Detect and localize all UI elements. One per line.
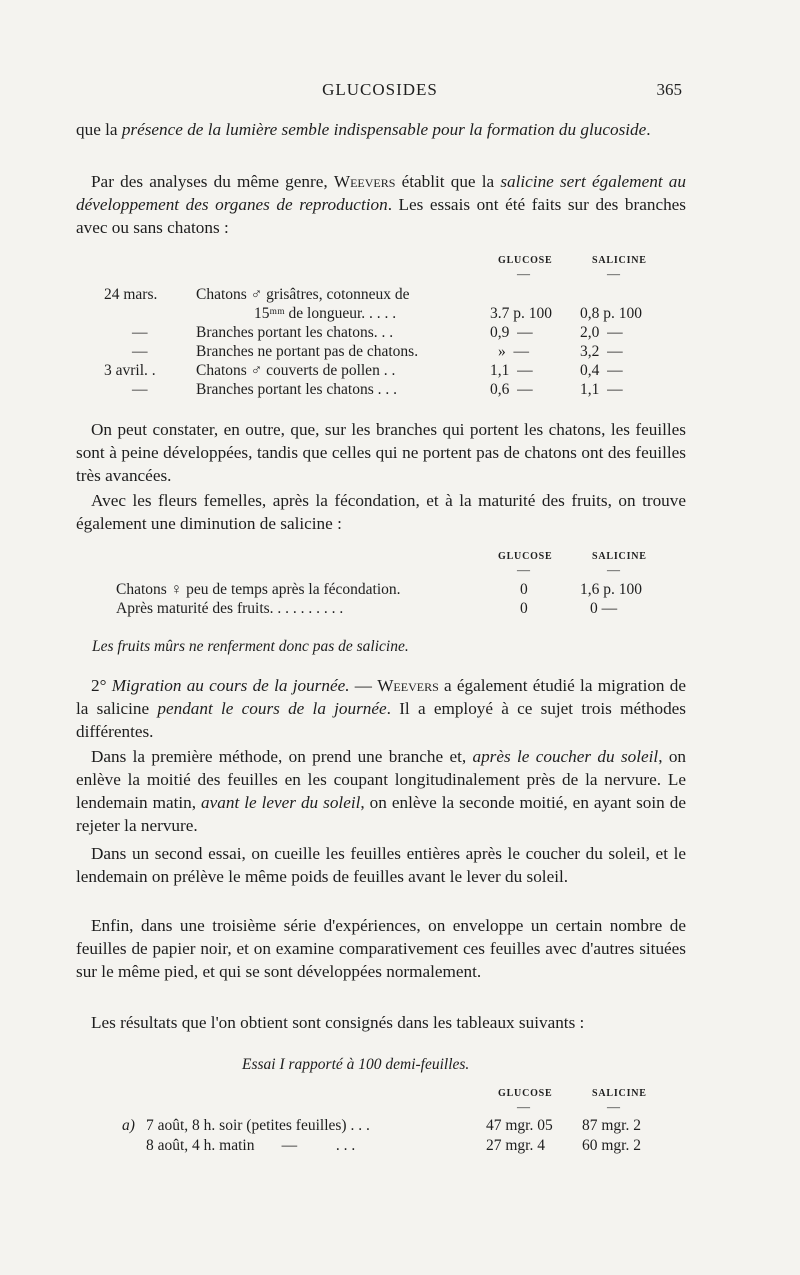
p2-text-e: . Les essais ont été faits sur des branches avec ou sans chatons : bbox=[76, 195, 686, 237]
p7-text: Dans un second essai, on cueille les feuilles entières après le coucher du soleil, et le lendemain on prélève le même poids de feuilles avant le lever du soleil. bbox=[76, 844, 686, 886]
table-row-desc: Chatons ♂ couverts de pollen . . bbox=[196, 362, 396, 379]
table-row-salicine: 2,0 — bbox=[580, 324, 623, 341]
table2-header-glucose: GLUCOSE bbox=[498, 551, 553, 562]
table-row-glucose: 0,6 — bbox=[490, 381, 533, 398]
table-row-desc: Branches ne portant pas de chatons. bbox=[196, 343, 419, 360]
table-row-date: 3 avril. . bbox=[104, 362, 156, 379]
table-row-desc: Chatons ♂ grisâtres, cotonneux de bbox=[196, 286, 410, 303]
table-row-desc: 8 août, 4 h. matin — . . . bbox=[146, 1137, 356, 1154]
p1-italic: présence de la lumière semble indispensable pour la formation du glucoside bbox=[121, 120, 647, 139]
table-row-glucose: 0,9 — bbox=[490, 324, 533, 341]
page-header bbox=[0, 80, 800, 106]
table-row-salicine: 1,6 p. 100 bbox=[580, 581, 642, 598]
table-row-glucose: 3.7 p. 100 bbox=[490, 305, 552, 322]
p2-text-a: Par des analyses du même genre, bbox=[91, 172, 334, 191]
table-row-salicine: 0,4 — bbox=[580, 362, 623, 379]
table-row-desc: Branches portant les chatons. . . bbox=[196, 324, 394, 341]
p6-text-a: Dans la première méthode, on prend une branche et, bbox=[91, 747, 473, 766]
table3-rule: — bbox=[517, 1099, 530, 1114]
p5-section-title: Migration au cours de la journée. bbox=[111, 676, 350, 695]
p5-text-c: — bbox=[349, 676, 378, 695]
table1-header-salicine: SALICINE bbox=[592, 255, 647, 266]
table1-rule: — bbox=[607, 266, 620, 281]
p6-text-e: , on enlève la seconde moitié, en ayant soin de rejeter la nervure. bbox=[76, 793, 686, 835]
table3-header-salicine: SALICINE bbox=[592, 1088, 647, 1099]
table-row-date: — bbox=[132, 343, 148, 360]
p1-text-a: que la bbox=[76, 120, 122, 139]
table-row-desc: Branches portant les chatons . . . bbox=[196, 381, 398, 398]
p6-italic-1: après le coucher du soleil bbox=[472, 747, 659, 766]
p5-text-g: . Il a employé à ce sujet trois méthodes différentes. bbox=[76, 699, 686, 741]
table-row-salicine: 1,1 — bbox=[580, 381, 623, 398]
p5-author: Weevers bbox=[377, 676, 439, 695]
p2-italic: salicine sert également au développement des organes de reproduction bbox=[76, 172, 686, 214]
table-row-date: 24 mars. bbox=[104, 286, 158, 303]
paragraph-5 bbox=[76, 674, 686, 743]
table-row-salicine: 3,2 — bbox=[580, 343, 623, 360]
paragraph-6 bbox=[76, 745, 686, 837]
p5-text-a: 2° bbox=[91, 676, 112, 695]
paragraph-8 bbox=[76, 914, 686, 983]
running-title: GLUCOSIDES bbox=[322, 80, 438, 99]
p4-text: Avec les fleurs femelles, après la fécondation, et à la maturité des fruits, on trouve également une diminution de salicine : bbox=[76, 491, 686, 533]
table-row-salicine: 87 mgr. 2 bbox=[582, 1117, 641, 1134]
table-row-desc: Après maturité des fruits. . . . . . . . . . bbox=[116, 600, 344, 617]
p3-text: On peut constater, en outre, que, sur les branches qui portent les chatons, les feuilles sont à peine développées, tandis que celles qui ne portent pas de chatons ont des feuilles très avancées. bbox=[76, 420, 686, 485]
paragraph-1 bbox=[76, 118, 686, 141]
p2-author: Weevers bbox=[333, 172, 396, 191]
table-row-salicine: 0 — bbox=[590, 600, 618, 617]
table1-header-glucose: GLUCOSE bbox=[498, 255, 553, 266]
paragraph-3 bbox=[76, 418, 686, 487]
table-row-label: a) bbox=[122, 1117, 135, 1134]
page-number: 365 bbox=[656, 80, 682, 99]
table-row-salicine: 0,8 p. 100 bbox=[580, 305, 642, 322]
p1-text-c: . bbox=[646, 120, 651, 139]
table3-rule: — bbox=[607, 1099, 620, 1114]
paragraph-4 bbox=[76, 489, 686, 535]
table3-header-glucose: GLUCOSE bbox=[498, 1088, 553, 1099]
p6-text-c: , on enlève la moitié des feuilles en les coupant longitudinalement près de la nervure. Le lendemain matin, bbox=[76, 747, 687, 812]
table-row-glucose: 1,1 — bbox=[490, 362, 533, 379]
table-row-date: — bbox=[132, 381, 148, 398]
table-row-desc: Chatons ♀ peu de temps après la fécondation. bbox=[116, 581, 401, 598]
p9-text: Les résultats que l'on obtient sont consignés dans les tableaux suivants : bbox=[91, 1013, 585, 1032]
table-row-glucose: 27 mgr. 4 bbox=[486, 1137, 545, 1154]
conclusion-italic: Les fruits mûrs ne renferment donc pas de salicine. bbox=[92, 638, 409, 655]
table-row-desc: 7 août, 8 h. soir (petites feuilles) . . . bbox=[146, 1117, 370, 1134]
table1-rule: — bbox=[517, 266, 530, 281]
paragraph-2 bbox=[76, 170, 686, 239]
table-row-date: — bbox=[132, 324, 148, 341]
table-row-glucose: » — bbox=[498, 343, 529, 360]
table2-rule: — bbox=[517, 562, 530, 577]
essai-caption: Essai I rapporté à 100 demi-feuilles. bbox=[242, 1056, 470, 1073]
table2-header-salicine: SALICINE bbox=[592, 551, 647, 562]
p6-italic-2: avant le lever du soleil bbox=[201, 793, 361, 812]
p5-text-e: a également étudié la migration de la salicine bbox=[76, 676, 687, 718]
paragraph-7 bbox=[76, 842, 686, 888]
p5-italic: pendant le cours de la journée bbox=[157, 699, 387, 718]
table-row-glucose: 47 mgr. 05 bbox=[486, 1117, 553, 1134]
p8-text: Enfin, dans une troisième série d'expériences, on enveloppe un certain nombre de feuilles de papier noir, et on examine comparativement ces feuilles avec d'autres situées sur le même pied, et qui se sont développées normalement. bbox=[76, 916, 686, 981]
table-row-desc: 15ᵐᵐ de longueur. . . . . bbox=[254, 305, 397, 322]
p2-text-c: établit que la bbox=[395, 172, 501, 191]
paragraph-9 bbox=[76, 1011, 686, 1034]
table-row-glucose: 0 bbox=[520, 581, 528, 598]
table-row-salicine: 60 mgr. 2 bbox=[582, 1137, 641, 1154]
table-row-glucose: 0 bbox=[520, 600, 528, 617]
table2-rule: — bbox=[607, 562, 620, 577]
